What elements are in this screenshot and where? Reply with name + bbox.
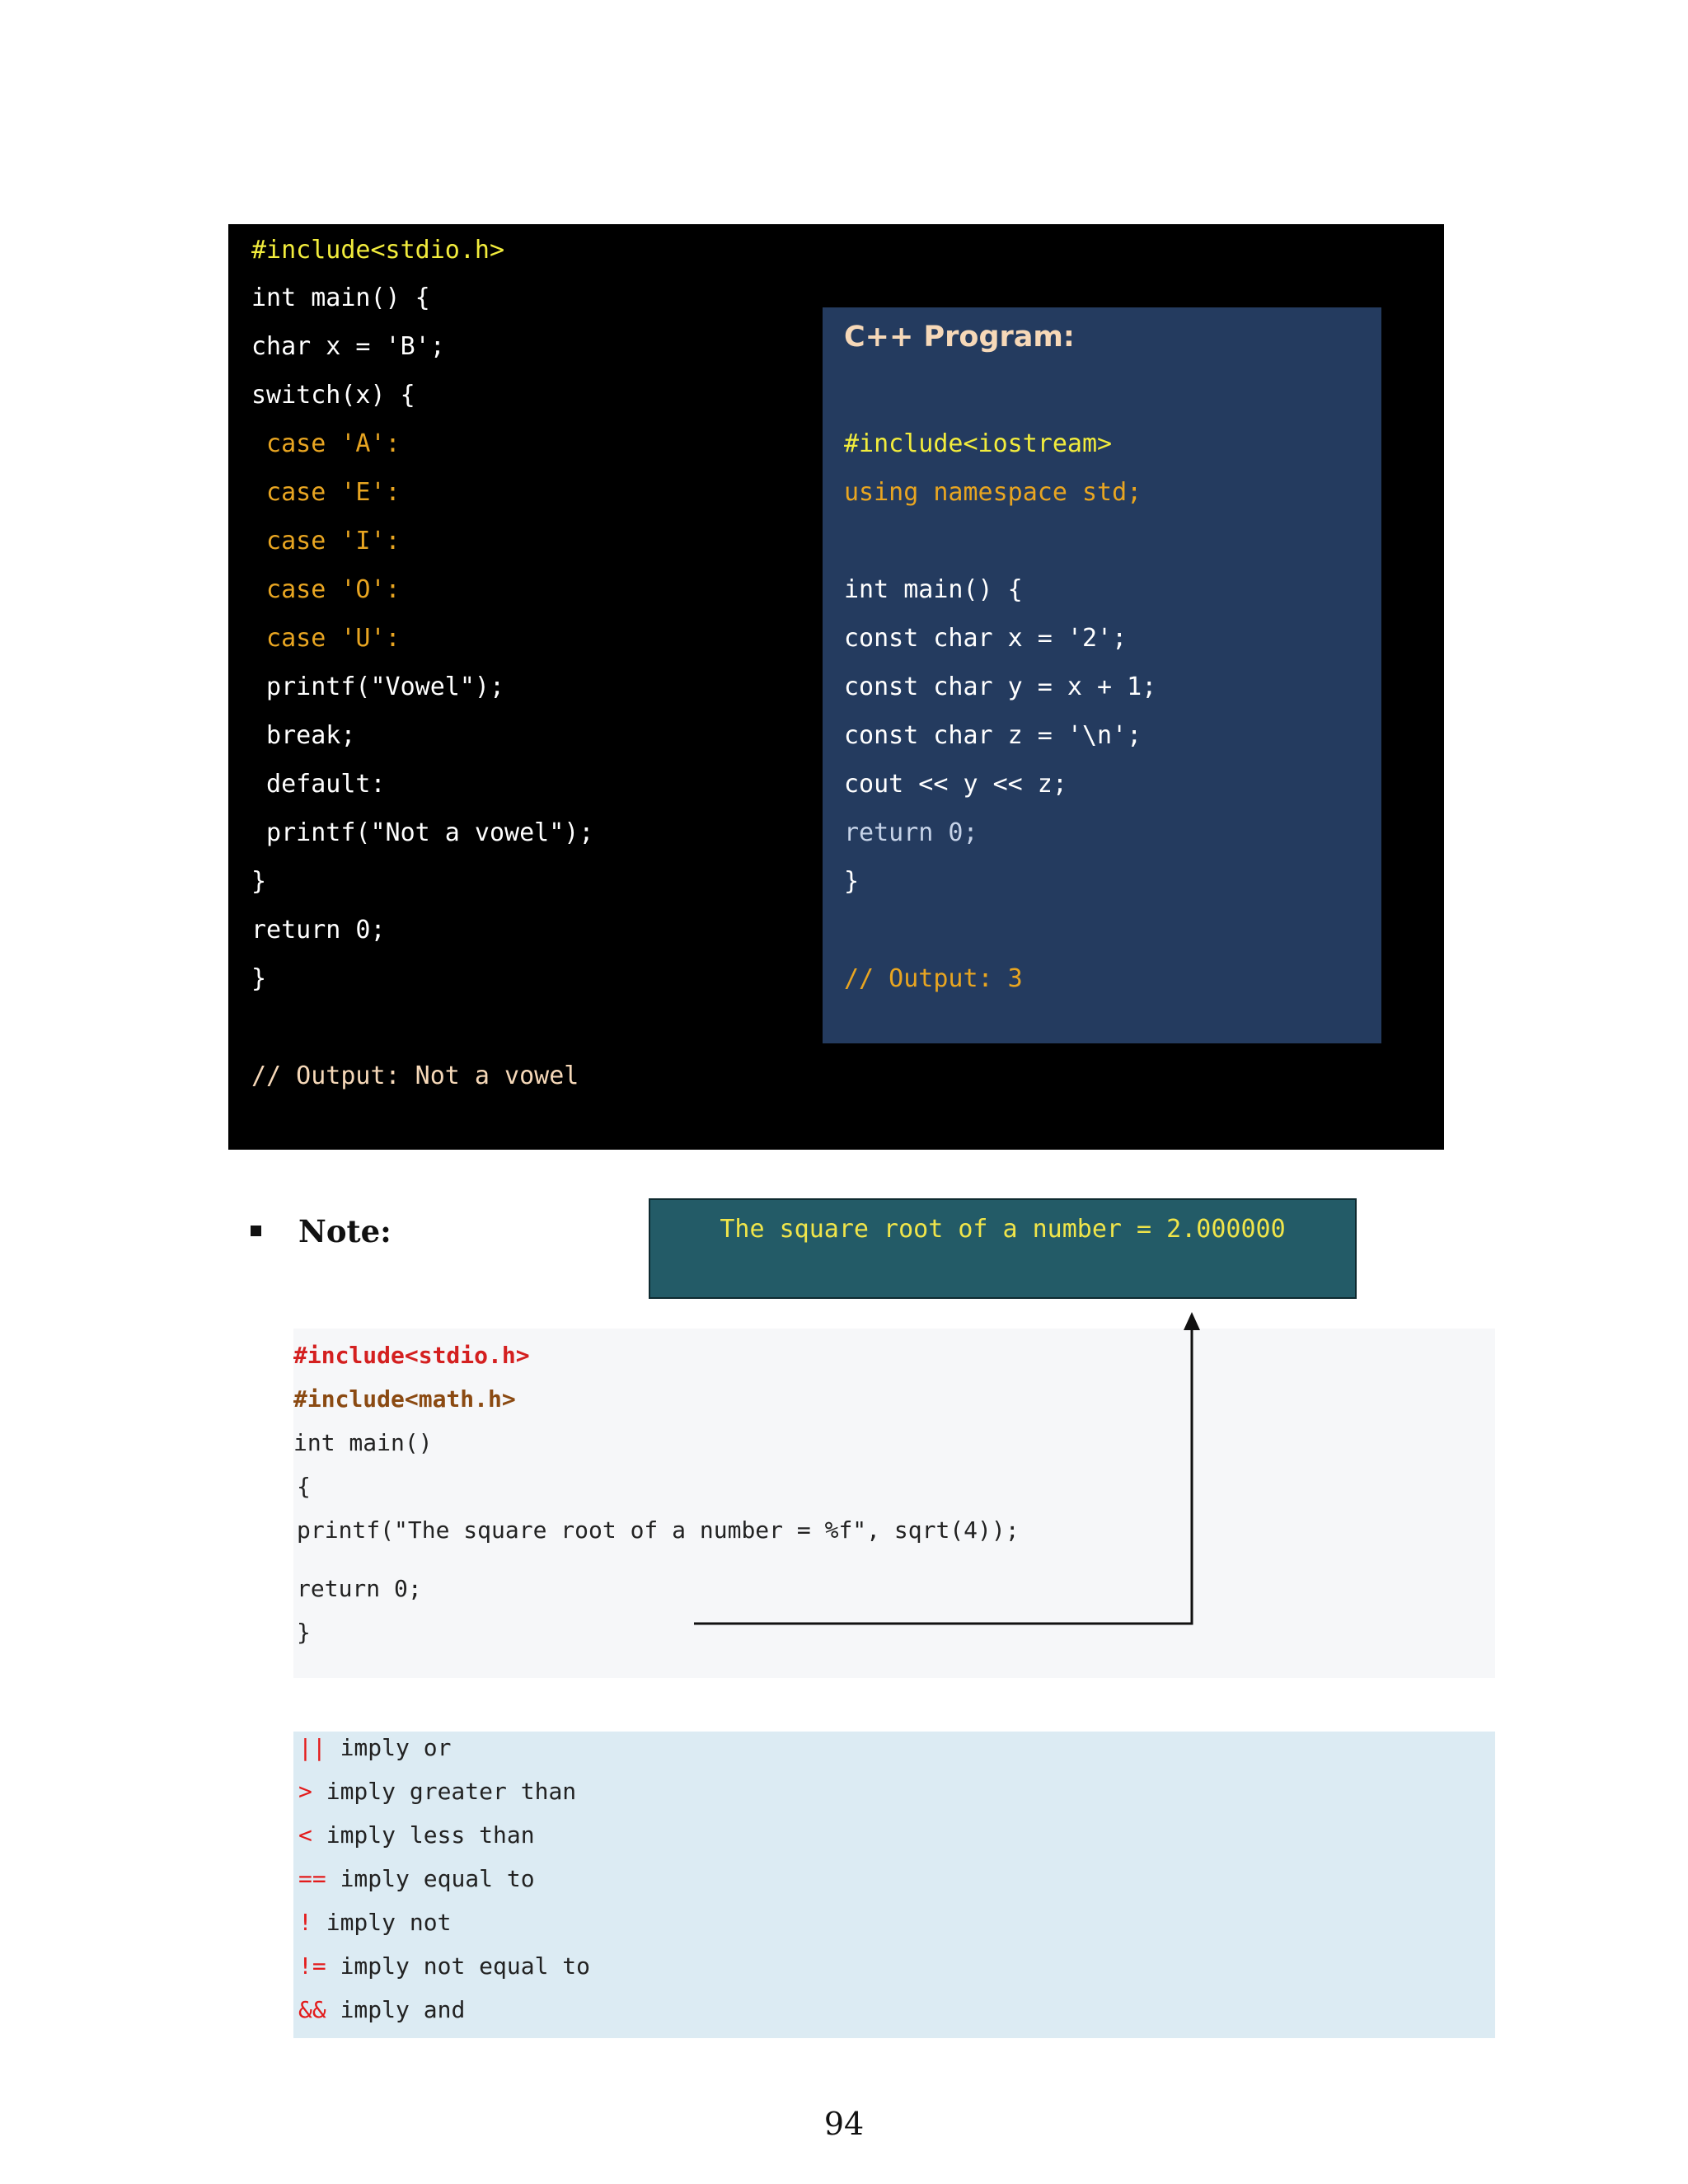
operator-row bbox=[298, 1994, 465, 2027]
code-line: int main() { bbox=[844, 575, 1023, 604]
code-line: #include<iostream> bbox=[844, 429, 1113, 458]
arrow-head-icon bbox=[1184, 1312, 1200, 1330]
operator-symbol: || bbox=[298, 1734, 326, 1761]
operator-row bbox=[298, 1732, 451, 1765]
operator-meaning: imply greater than bbox=[326, 1778, 577, 1805]
operator-meaning: imply less than bbox=[326, 1821, 535, 1849]
code-line: const char x = '2'; bbox=[844, 624, 1128, 653]
code-line: default: bbox=[251, 770, 386, 799]
code-line: case 'E': bbox=[251, 478, 401, 507]
operator-row bbox=[298, 1775, 576, 1808]
operator-symbol: ! bbox=[298, 1909, 312, 1936]
operator-symbol: != bbox=[298, 1952, 326, 1980]
code-line: case 'U': bbox=[251, 624, 401, 653]
operators-panel bbox=[293, 1732, 1495, 2038]
code-line: return 0; bbox=[844, 818, 978, 847]
output-text: The square root of a number = 2.000000 bbox=[720, 1215, 1286, 1244]
code-line: case 'A': bbox=[251, 429, 401, 458]
operator-meaning: imply equal to bbox=[340, 1865, 535, 1892]
code-line: } bbox=[251, 867, 267, 896]
operator-meaning: imply not equal to bbox=[340, 1952, 591, 1980]
code-line: switch(x) { bbox=[251, 381, 415, 410]
code-line: printf("The square root of a number = %f", sqrt(4)); bbox=[297, 1516, 1020, 1544]
code-line: cout << y << z; bbox=[844, 770, 1067, 799]
operator-row bbox=[298, 1819, 535, 1852]
code-line: const char z = '\n'; bbox=[844, 721, 1142, 750]
operator-row bbox=[298, 1906, 451, 1939]
code-line: #include<math.h> bbox=[293, 1385, 516, 1413]
code-line: using namespace std; bbox=[844, 478, 1142, 507]
code-line: return 0; bbox=[251, 916, 386, 944]
code-line: int main() { bbox=[251, 284, 430, 312]
operator-symbol: == bbox=[298, 1865, 326, 1892]
operator-symbol: > bbox=[298, 1778, 312, 1805]
bullet-icon bbox=[251, 1226, 261, 1236]
code-line: { bbox=[297, 1473, 311, 1500]
note-label: Note: bbox=[298, 1213, 392, 1249]
page-number: 94 bbox=[823, 2106, 865, 2142]
code-line: case 'I': bbox=[251, 527, 401, 555]
operator-symbol: && bbox=[298, 1996, 326, 2023]
code-line: char x = 'B'; bbox=[251, 332, 445, 361]
code-line: printf("Not a vowel"); bbox=[251, 818, 594, 847]
operator-meaning: imply and bbox=[340, 1996, 466, 2023]
code-line: } bbox=[251, 964, 267, 993]
operator-meaning: imply or bbox=[340, 1734, 452, 1761]
code-line: const char y = x + 1; bbox=[844, 673, 1157, 701]
output-box bbox=[649, 1198, 1357, 1299]
code-line: } bbox=[844, 867, 860, 896]
operator-row bbox=[298, 1950, 590, 1983]
operator-row bbox=[298, 1863, 535, 1896]
code-line: #include<stdio.h> bbox=[251, 236, 505, 265]
output-comment: // Output: Not a vowel bbox=[251, 1062, 579, 1090]
code-line: return 0; bbox=[297, 1575, 422, 1602]
code-line: #include<stdio.h> bbox=[293, 1342, 530, 1369]
code-line: case 'O': bbox=[251, 575, 401, 604]
operator-symbol: < bbox=[298, 1821, 312, 1849]
code-line: } bbox=[297, 1619, 311, 1646]
code-line: int main() bbox=[293, 1429, 433, 1456]
code-line: printf("Vowel"); bbox=[251, 673, 505, 701]
sqrt-code-panel bbox=[293, 1329, 1495, 1678]
code-line: break; bbox=[251, 721, 356, 750]
cpp-code-panel bbox=[823, 307, 1381, 1043]
cpp-title: C++ Program: bbox=[844, 321, 1075, 354]
output-comment: // Output: 3 bbox=[844, 964, 1023, 993]
operator-meaning: imply not bbox=[326, 1909, 452, 1936]
